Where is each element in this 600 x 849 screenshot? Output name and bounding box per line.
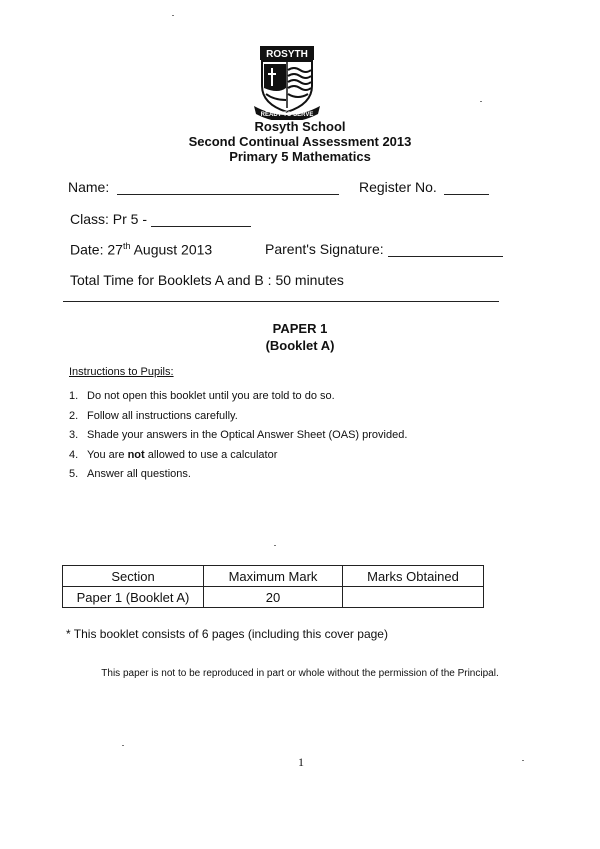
scan-speck <box>172 15 174 16</box>
class-label: Class: Pr 5 - <box>70 211 148 227</box>
instruction-item: 5. Answer all questions. <box>69 468 191 480</box>
school-name: Rosyth School <box>254 119 346 134</box>
parent-signature-blank-line[interactable] <box>388 242 503 257</box>
cell-marks-obtained[interactable] <box>343 587 484 608</box>
name-blank-line[interactable] <box>117 180 339 195</box>
cell-maximum-mark: 20 <box>204 587 343 608</box>
parent-signature-row <box>265 241 503 257</box>
class-blank-line[interactable] <box>151 212 251 227</box>
column-header-maximum-mark: Maximum Mark <box>204 566 343 587</box>
name-label: Name: <box>68 179 110 195</box>
class-row <box>70 211 251 227</box>
subject-title: Primary 5 Mathematics <box>229 149 371 164</box>
parent-signature-label: Parent's Signature: <box>265 241 384 257</box>
scan-speck <box>480 101 482 102</box>
date-ordinal: th <box>122 241 131 251</box>
school-crest-logo <box>252 44 322 120</box>
instruction-item: 1. Do not open this booklet until you are told to do so. <box>69 390 335 402</box>
instruction-item: 2. Follow all instructions carefully. <box>69 409 238 422</box>
assessment-title: Second Continual Assessment 2013 <box>188 134 412 149</box>
paper-title: PAPER 1 <box>272 321 328 336</box>
booklet-title: (Booklet A) <box>265 338 335 353</box>
name-row <box>68 179 339 195</box>
reproduction-notice: This paper is not to be reproduced in part or whole without the permission of the Principal. <box>101 668 499 679</box>
register-blank-line[interactable] <box>444 180 489 195</box>
register-row <box>359 179 489 195</box>
page-number: 1 <box>298 755 304 769</box>
scan-speck <box>122 745 124 746</box>
instruction-item: 3. Shade your answers in the Optical Answer Sheet (OAS) provided. <box>69 429 408 441</box>
cell-section: Paper 1 (Booklet A) <box>63 587 204 608</box>
instructions-list <box>69 390 407 488</box>
table-row <box>63 587 484 608</box>
marks-table <box>62 565 484 608</box>
instructions-title: Instructions to Pupils: <box>69 366 174 378</box>
column-header-section: Section <box>63 566 204 587</box>
date-value: August 2013 <box>130 241 213 258</box>
page-count-footnote: * This booklet consists of 6 pages (including this cover page) <box>66 627 388 641</box>
crest-name-text: ROSYTH <box>266 49 308 60</box>
divider-line <box>63 301 499 302</box>
total-time: Total Time for Booklets A and B : 50 minutes <box>70 272 344 288</box>
register-label: Register No. <box>359 179 437 195</box>
column-header-marks-obtained: Marks Obtained <box>343 566 484 587</box>
date-row <box>70 241 212 258</box>
crest-motto-text: READY TO SERVE <box>260 112 314 118</box>
table-header-row <box>63 566 484 587</box>
instruction-item: 4. You are not allowed to use a calculator <box>69 448 278 461</box>
scan-speck <box>522 760 524 761</box>
scan-speck <box>274 545 276 546</box>
date-label: Date: 27 <box>70 241 123 258</box>
